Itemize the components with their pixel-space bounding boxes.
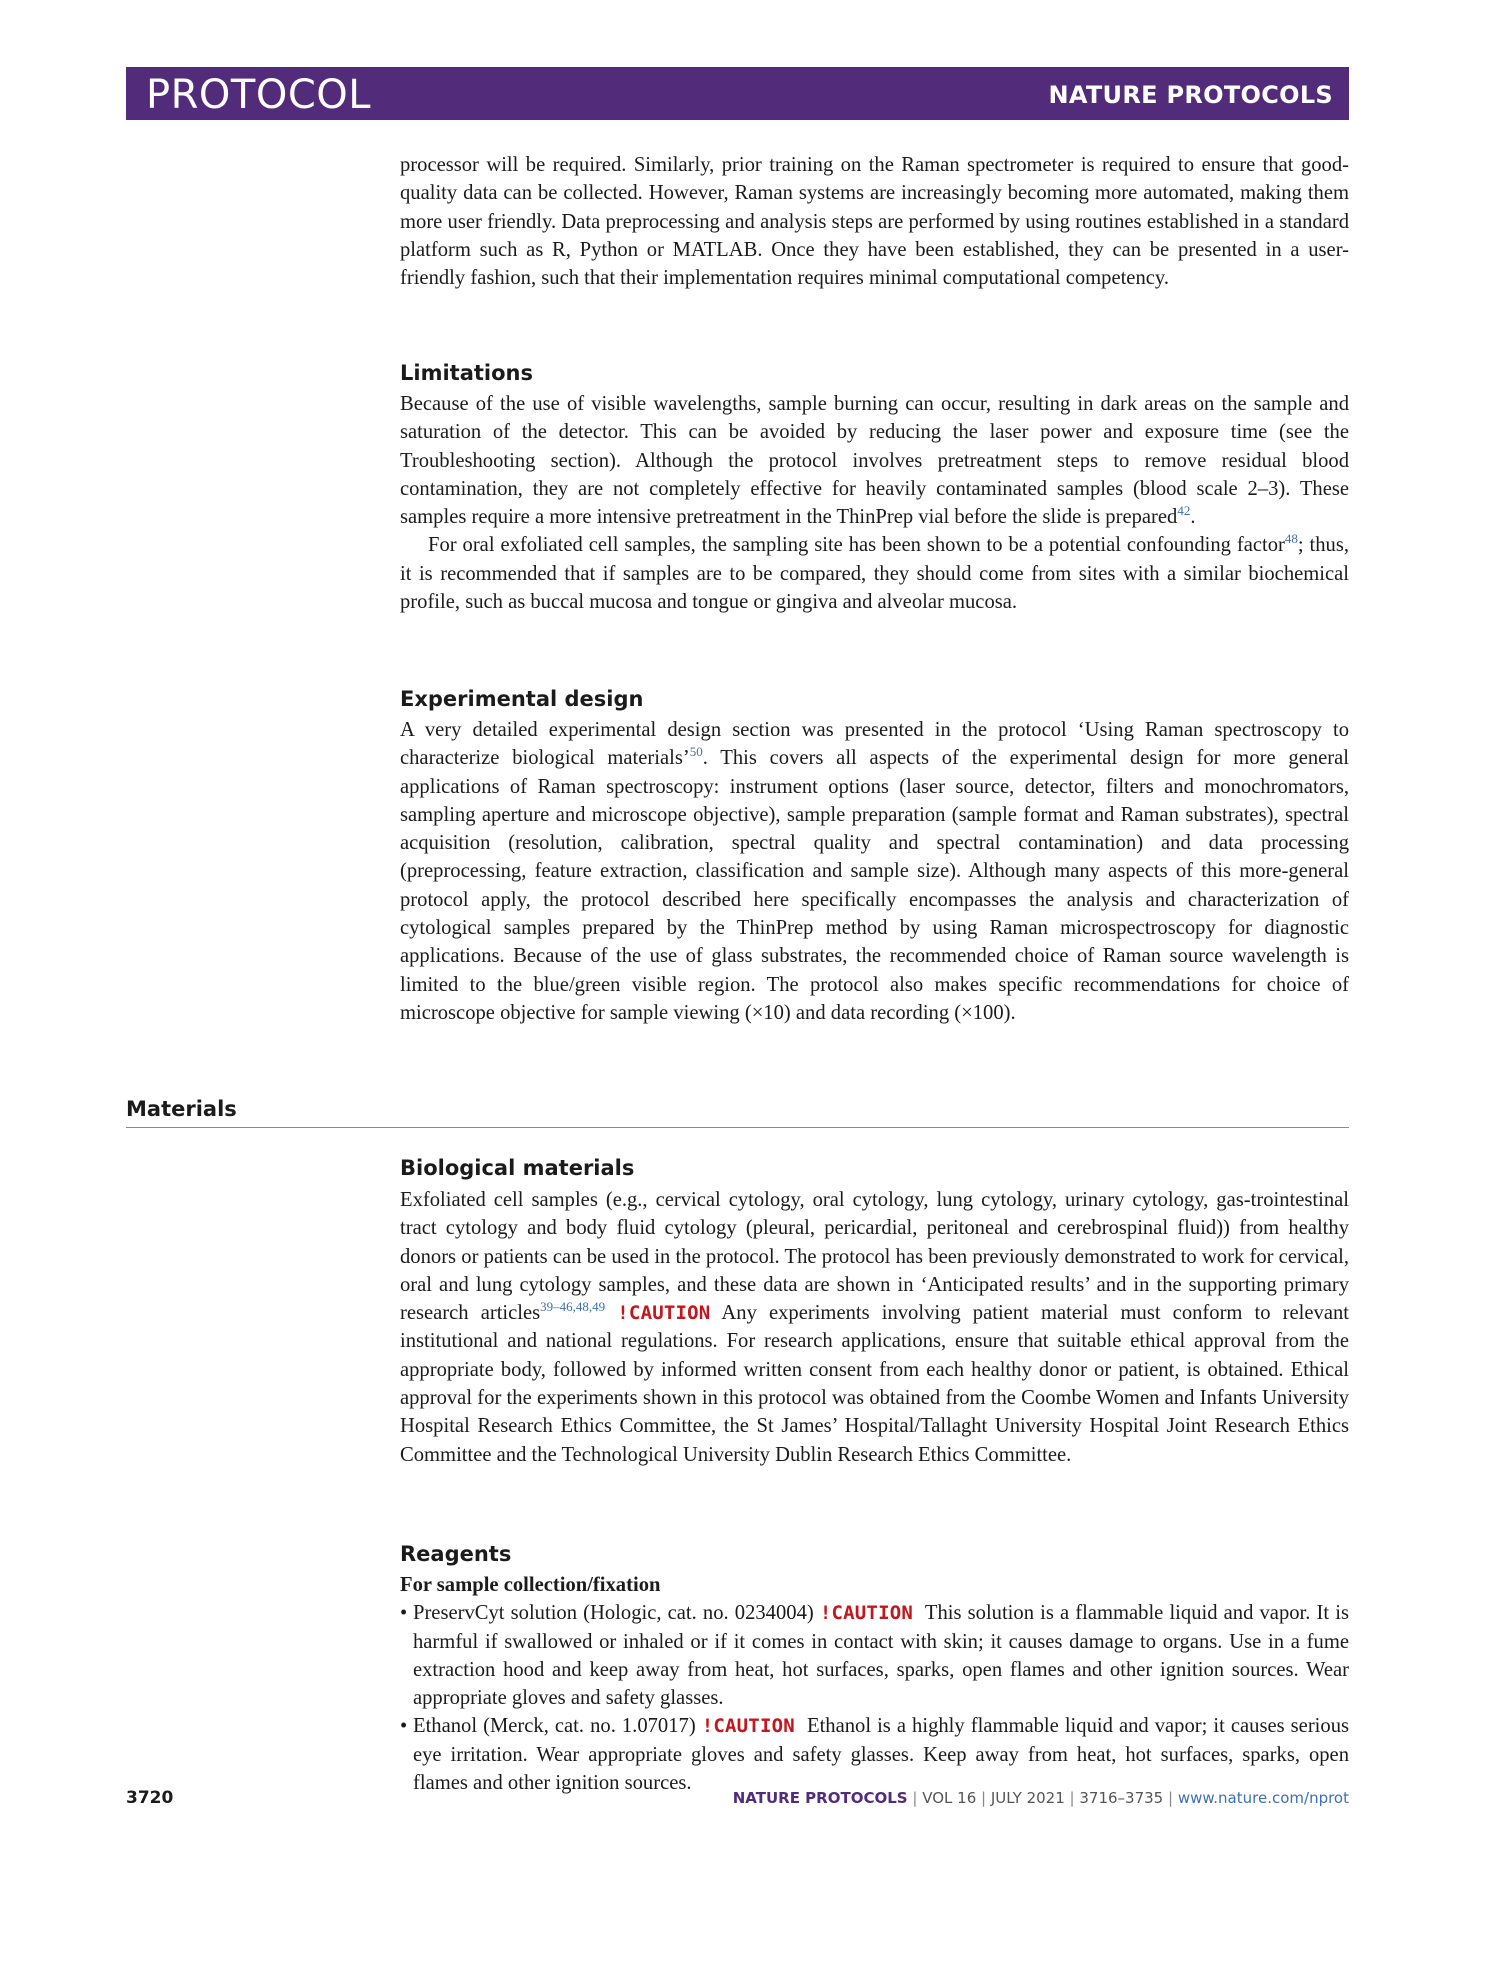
list-item: [400, 1712, 1349, 1797]
experimental-design-body: [400, 716, 1349, 1027]
footer-separator: |: [981, 1789, 987, 1807]
list-item: [400, 1599, 1349, 1712]
reagent-name: Ethanol (Merck, cat. no. 1.07017): [413, 1715, 696, 1738]
limitations-paragraph-1: [400, 390, 1349, 531]
caution-label: !CAUTION: [617, 1302, 711, 1325]
bullet-glyph: •: [400, 1602, 408, 1625]
reagents-subheading: For sample collection/fixation: [400, 1574, 661, 1596]
footer-separator: |: [1168, 1789, 1174, 1807]
page-header: [126, 67, 1349, 120]
limitations-p2-end: ; thus, it is recommended that if samples are to be compared, they should come from sites with a similar biochemical profile, such as buccal mucosa and tongue or gingiva and alveolar mucosa.: [400, 534, 1350, 614]
reagent-name: PreservCyt solution (Hologic, cat. no. 0234004): [413, 1602, 814, 1625]
caution-label: !CAUTION: [701, 1715, 795, 1738]
biological-materials-heading: Biological materials: [400, 1156, 635, 1180]
header-journal-name: NATURE PROTOCOLS: [1048, 81, 1333, 109]
limitations-body: [400, 390, 1349, 616]
intro-text: processor will be required. Similarly, prior training on the Raman spectrometer is required to ensure that good-quality data can be collected. However, Raman systems are increasingly becoming more automated, making them more user friendly. Data preprocessing and analysis steps are performed by using routines established in a standard platform such as R, Python or MATLAB. Once they have been established, they can be presented in a user-friendly fashion, such that their implementation requires minimal computational competency.: [400, 154, 1349, 290]
footer-url-link[interactable]: www.nature.com/nprot: [1177, 1789, 1349, 1807]
bullet-glyph: •: [400, 1715, 408, 1738]
reference-link[interactable]: 50: [689, 744, 703, 760]
page-number: 3720: [126, 1788, 174, 1808]
header-section-label: PROTOCOL: [146, 72, 372, 118]
reagent-caution-text: This solution is a flammable liquid and vapor. It is harmful if swallowed or inhaled or if it comes in contact with skin; it causes damage to organs. Use in a fume extraction hood and keep away from heat, hot surfaces, sparks, open flames and other ignition sources. Wear appropriate gloves and safety glasses.: [413, 1602, 1349, 1710]
biological-materials-start: Exfoliated cell samples (e.g., cervical cytology, oral cytology, lung cytology, urinary cytology, gas-trointestinal tract cytology and body fluid cytology (pleural, pericardial, peritoneal and cerebrospinal fluid)) from healthy donors or patients can be used in the protocol. The protocol has been previously demonstrated to work for cervical, oral and lung cytology samples, and these data are shown in ‘Anticipated results’ and in the supporting primary research articles: [400, 1189, 1349, 1325]
intro-paragraph: [400, 151, 1349, 292]
limitations-paragraph-2: [400, 531, 1349, 616]
section-divider: [126, 1127, 1349, 1128]
reference-link[interactable]: 39–46,48,49: [540, 1299, 606, 1315]
footer-citation: [733, 1789, 1349, 1807]
footer-pages: 3716–3735: [1079, 1789, 1164, 1807]
experimental-design-end: . This covers all aspects of the experimental design for more general applications of Raman spectroscopy: instrument options (laser source, detector, filters and monochromators, sampling aperture and microscope objective), sample preparation (sample format and Raman substrates), spectral acquisition (resolution, calibration, spectral quality and spectral contamination) and data processing (preprocessing, feature extraction, classification and sample size). Although many aspects of this more-general protocol apply, the protocol described here specifically encompasses the analysis and characterization of cytological samples prepared by the ThinPrep method by using Raman microspectroscopy for diagnostic applications. Because of the use of glass substrates, the recommended choice of Raman source wavelength is limited to the blue/green visible region. The protocol also makes specific recommendations for choice of microscope objective for sample viewing (×10) and data recording (×100).: [400, 747, 1349, 1024]
footer-separator: |: [912, 1789, 918, 1807]
reference-link[interactable]: 42: [1177, 503, 1191, 519]
reagents-body: [400, 1571, 1349, 1797]
limitations-p2-start: For oral exfoliated cell samples, the sampling site has been shown to be a potential confounding factor: [428, 534, 1285, 557]
footer-date: JULY 2021: [990, 1789, 1065, 1807]
footer-volume: VOL 16: [922, 1789, 977, 1807]
biological-materials-paragraph: [400, 1186, 1349, 1469]
limitations-p1-end: .: [1190, 506, 1196, 529]
footer-separator: |: [1069, 1789, 1075, 1807]
limitations-heading: Limitations: [400, 361, 533, 385]
reagents-list: [400, 1599, 1349, 1797]
experimental-design-start: A very detailed experimental design section was presented in the protocol ‘Using Raman spectroscopy to characterize biological materials’: [400, 719, 1349, 770]
experimental-design-heading: Experimental design: [400, 687, 644, 711]
experimental-design-paragraph: [400, 716, 1349, 1027]
materials-section-heading: Materials: [126, 1097, 237, 1121]
limitations-p1-text: Because of the use of visible wavelengths, sample burning can occur, resulting in dark areas on the sample and saturation of the detector. This can be avoided by reducing the laser power and exposure time (see the Troubleshooting section). Although the protocol involves pretreatment steps to remove residual blood contamination, they are not completely effective for heavily contaminated samples (blood scale 2–3). These samples require a more intensive pretreatment in the ThinPrep vial before the slide is prepared: [400, 393, 1349, 529]
footer-journal: NATURE PROTOCOLS: [732, 1789, 908, 1807]
reference-link[interactable]: 48: [1284, 531, 1298, 547]
reagent-caution-text: Ethanol is a highly flammable liquid and vapor; it causes serious eye irritation. Wear appropriate gloves and safety glasses. Keep away from heat, hot surfaces, sparks, open flames and other ignition sources.: [413, 1715, 1350, 1795]
caution-label: !CAUTION: [819, 1602, 913, 1625]
biological-materials-body: [400, 1186, 1349, 1469]
biological-materials-end: Any experiments involving patient material must conform to relevant institutional and national regulations. For research applications, ensure that suitable ethical approval from the appropriate body, followed by informed written consent from each healthy donor or patient, is obtained. Ethical approval for the experiments shown in this protocol was obtained from the Coombe Women and Infants University Hospital Research Ethics Committee, the St James’ Hospital/Tallaght University Hospital Joint Research Ethics Committee and the Technological University Dublin Research Ethics Committee.: [400, 1302, 1350, 1466]
reagents-heading: Reagents: [400, 1542, 512, 1566]
